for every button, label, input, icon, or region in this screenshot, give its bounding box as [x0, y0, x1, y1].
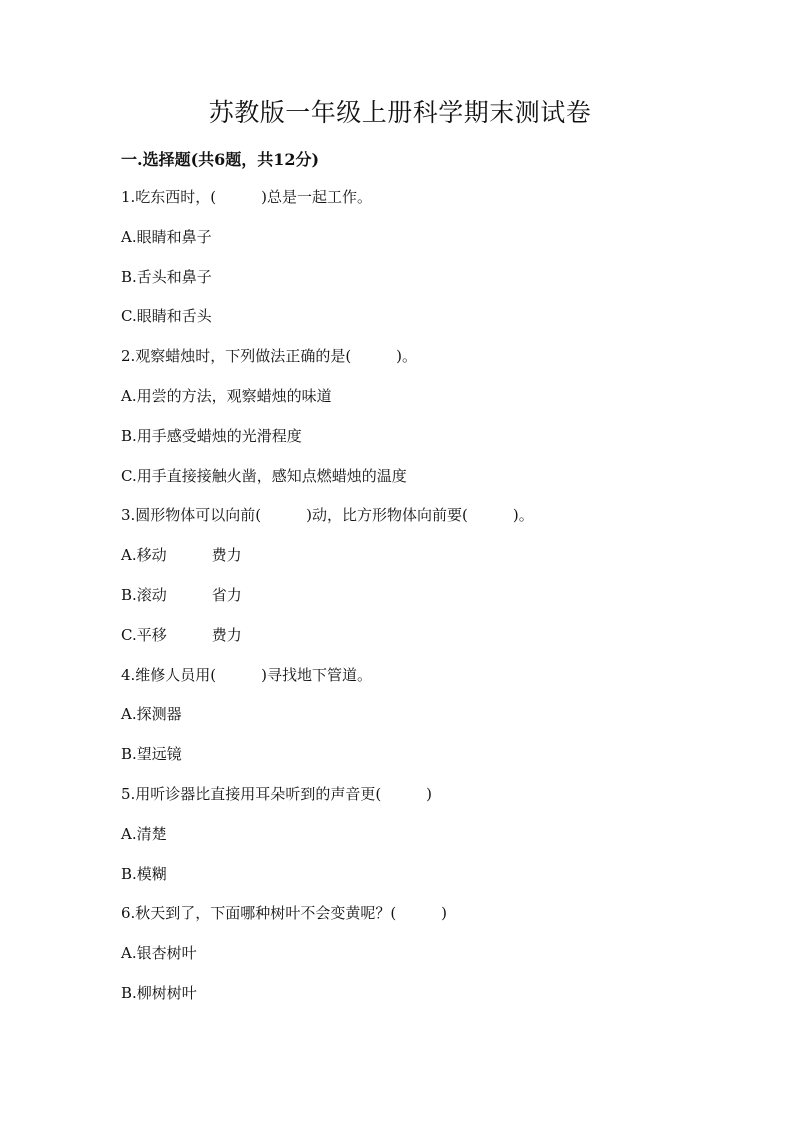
question-1: 1.吃东西时，( )总是一起工作。	[121, 188, 373, 206]
page-title: 苏教版一年级上册科学期末测试卷	[208, 98, 592, 127]
question-3-option-a: A.移动 费力	[121, 546, 242, 565]
question-1-option-b: B.舌头和鼻子	[121, 267, 212, 286]
question-4-option-b: B.望远镜	[121, 745, 182, 764]
question-4: 4.维修人员用( )寻找地下管道。	[121, 665, 373, 684]
question-6: 6.秋天到了，下面哪种树叶不会变黄呢？( )	[121, 904, 448, 923]
question-3-option-c: C.平移 费力	[121, 625, 242, 644]
question-6-option-a: A.银杏树叶	[121, 944, 197, 963]
question-2-option-b: B.用手感受蜡烛的光滑程度	[121, 426, 302, 445]
question-4-option-a: A.探测器	[121, 705, 182, 724]
question-1-option-a: A.眼睛和鼻子	[121, 227, 212, 246]
question-2-option-c: C.用手直接接触火凿，感知点燃蜡烛的温度	[121, 466, 407, 485]
section-heading: 一.选择题(共6题，共12分)	[121, 150, 320, 169]
question-1-option-c: C.眼睛和舌头	[121, 307, 212, 326]
question-6-option-b: B.柳树树叶	[121, 983, 197, 1002]
question-5: 5.用听诊器比直接用耳朵听到的声音更( )	[121, 784, 433, 803]
question-list	[121, 184, 741, 1020]
question-2-option-a: A.用尝的方法，观察蜡烛的味道	[121, 386, 332, 405]
question-5-option-a: A.清楚	[121, 824, 167, 843]
question-2: 2.观察蜡烛时，下列做法正确的是( )。	[121, 347, 418, 366]
question-5-option-b: B.模糊	[121, 864, 167, 883]
question-3-option-b: B.滚动 省力	[121, 585, 242, 604]
question-3: 3.圆形物体可以向前( )动，比方形物体向前要( )。	[121, 506, 534, 525]
